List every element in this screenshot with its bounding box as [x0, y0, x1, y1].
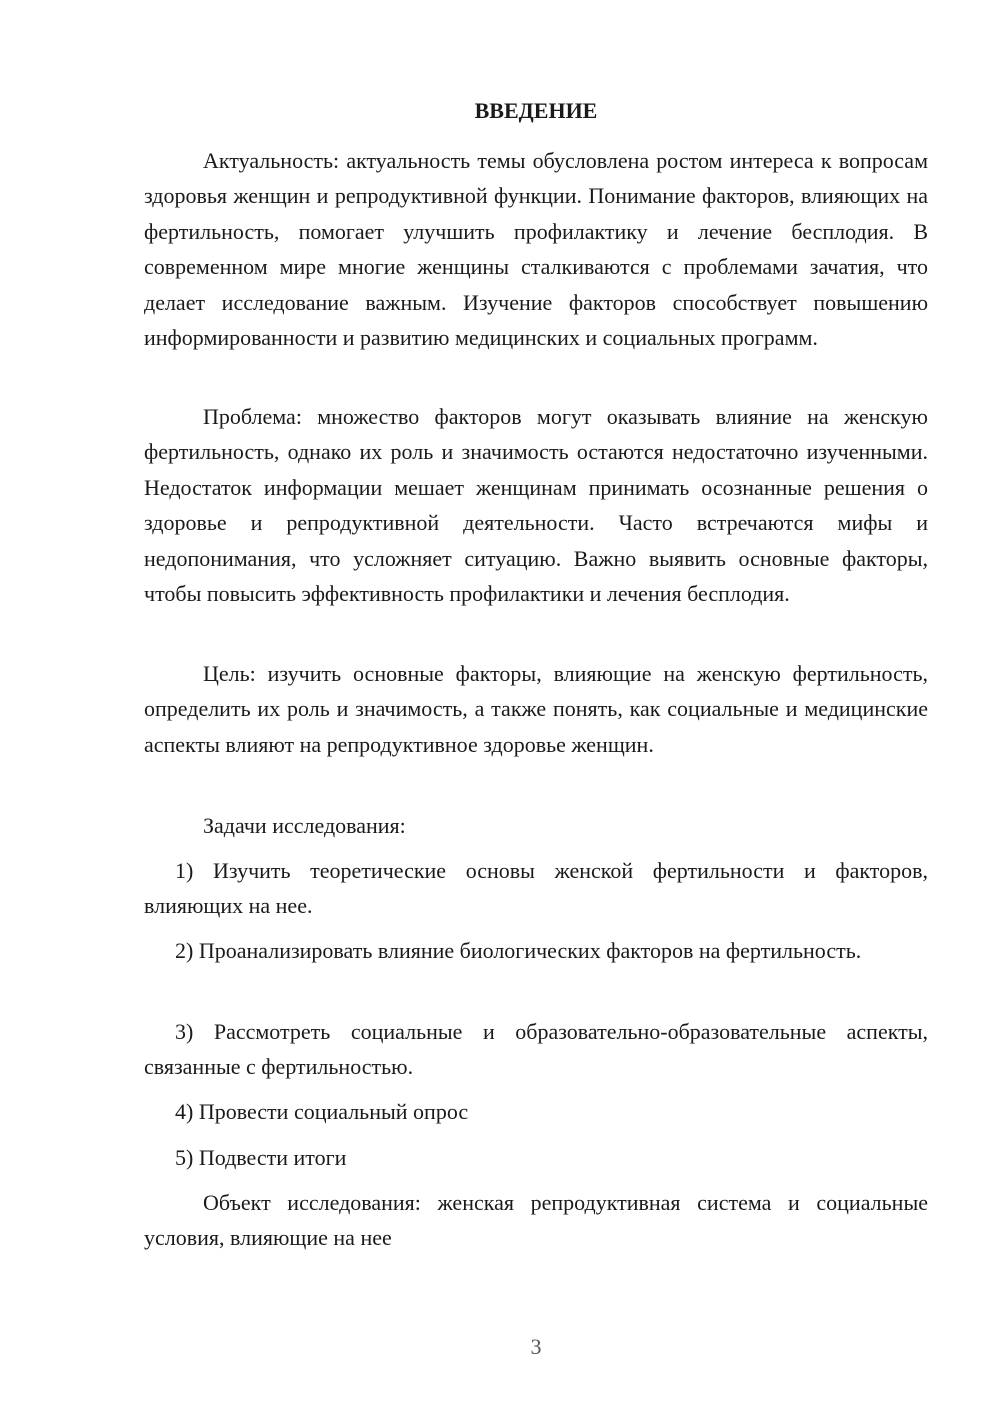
section-title: ВВЕДЕНИЕ — [474, 98, 598, 123]
task-item-5: 5) Подвести итоги — [175, 1145, 347, 1170]
tasks-heading: Задачи исследования: — [203, 813, 406, 838]
task-item-2: 2) Проанализировать влияние биологических факторов на фертильность. — [175, 938, 862, 963]
task-item-3: 3) Рассмотреть социальные и образовательно-образовательные аспекты, связанные с фертильностью. — [144, 1019, 928, 1080]
problem-paragraph: Проблема: множество факторов могут оказывать влияние на женскую фертильность, однако их роль и значимость остаются недостаточно изученными. Недостаток информации мешает женщинам принимать осознанные решения о здоровье и репродуктивной деятельности. Часто встречаются мифы и недопонимания, что усложняет ситуацию. Важно выявить основные факторы, чтобы повысить эффективность профилактики и лечения бесплодия. — [144, 404, 928, 607]
task-item-4: 4) Провести социальный опрос — [175, 1099, 469, 1124]
goal-paragraph: Цель: изучить основные факторы, влияющие на женскую фертильность, определить их роль и значимость, а также понять, как социальные и медицинские аспекты влияют на репродуктивное здоровье женщин. — [144, 661, 928, 757]
page-number: 3 — [530, 1334, 542, 1359]
relevance-paragraph: Актуальность: актуальность темы обусловлена ростом интереса к вопросам здоровья женщин и репродуктивной функции. Понимание факторов, влияющих на фертильность, помогает улучшить профилактику и лечение бесплодия. В современном мире многие женщины сталкиваются с проблемами зачатия, что делает исследование важным. Изучение факторов способствует повышению информированности и развитию медицинских и социальных программ. — [144, 148, 928, 351]
task-item-1: 1) Изучить теоретические основы женской фертильности и факторов, влияющих на нее. — [144, 858, 928, 919]
object-paragraph: Объект исследования: женская репродуктивная система и социальные условия, влияющие на нее — [144, 1190, 928, 1251]
